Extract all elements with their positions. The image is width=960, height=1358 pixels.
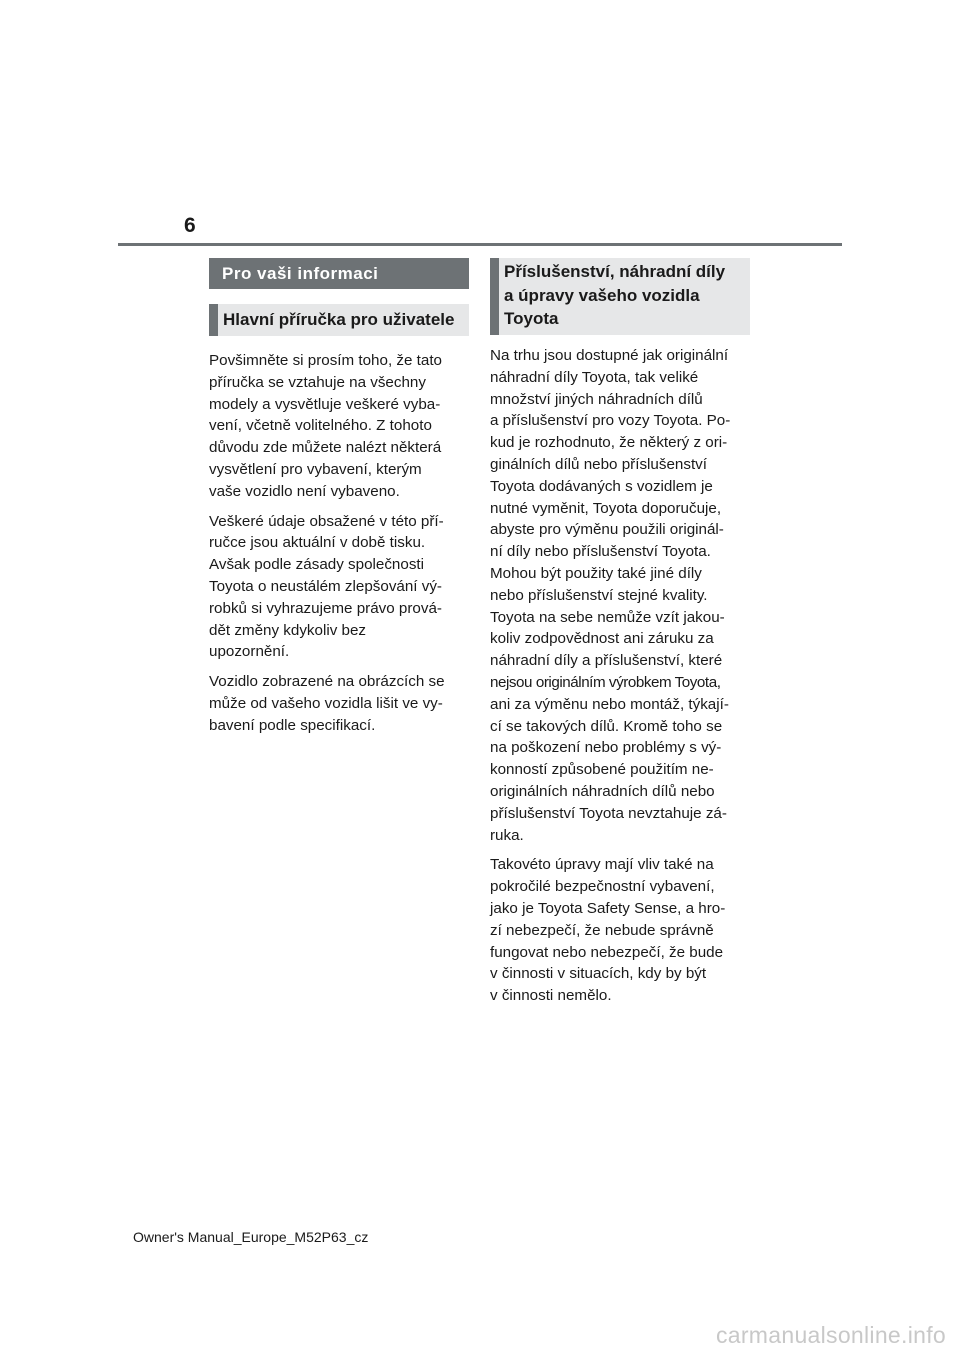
section-title: Pro vaši informaci [209, 258, 469, 289]
text-line: vaše vozidlo není vybaveno. [209, 482, 400, 500]
text-line: může od vašeho vozidla lišit ve vy- [209, 694, 443, 712]
text-line: abyste pro výměnu použili originál- [490, 521, 724, 539]
text-line: koliv zodpovědnost ani záruku za [490, 630, 714, 648]
text-line: Toyota dodávaných s vozidlem je [490, 477, 713, 495]
text-line: náhradní díly a příslušenství, které [490, 652, 723, 670]
text-line: bavení podle specifikací. [209, 716, 376, 734]
text-line: dět změny kdykoliv bez [209, 621, 367, 639]
text-line: ani za výměnu nebo montáž, týkají- [490, 695, 729, 713]
text-line: originálních náhradních dílů nebo [490, 782, 715, 800]
text-line: vysvětlení pro vybavení, kterým [209, 460, 422, 478]
left-column [209, 258, 469, 745]
text-line: cí se takových dílů. Kromě toho se [490, 717, 723, 735]
right-column [490, 258, 750, 1015]
text-line: upozornění. [209, 643, 290, 661]
text-line: modely a vysvětluje veškeré vyba- [209, 395, 441, 413]
subsection-title-accessories [490, 258, 750, 335]
paragraph [490, 854, 750, 1007]
text-line: důvodu zde můžete nalézt některá [209, 439, 442, 457]
footer-manual-id: Owner's Manual_Europe_M52P63_cz [133, 1229, 369, 1245]
text-line: robků si vyhrazujeme právo prová- [209, 599, 442, 617]
text-line: v činnosti nemělo. [490, 987, 612, 1005]
text-line: ručce jsou aktuální v době tisku. [209, 534, 426, 552]
text-line: Toyota na sebe nemůže vzít jakou- [490, 608, 725, 626]
paragraph [209, 511, 469, 664]
text-line: na poškození nebo problémy s vý- [490, 739, 722, 757]
text-line: příručka se vztahuje na všechny [209, 373, 426, 391]
text-line: zí nebezpečí, že nebude správně [490, 921, 714, 939]
text-line: Vozidlo zobrazené na obrázcích se [209, 673, 445, 691]
text-line: náhradní díly Toyota, tak veliké [490, 368, 699, 386]
text-line: vení, včetně volitelného. Z tohoto [209, 417, 432, 435]
text-line: Toyota o neustálém zlepšování vý- [209, 577, 442, 595]
text-line: jako je Toyota Safety Sense, a hro- [490, 899, 726, 917]
text-line: Avšak podle zásady společnosti [209, 556, 425, 574]
text-line: kud je rozhodnuto, že některý z ori- [490, 434, 728, 452]
text-line: nejsou originálním výrobkem Toyota, [490, 673, 721, 691]
paragraph [209, 350, 469, 503]
right-body [490, 345, 750, 1007]
text-line: Na trhu jsou dostupné jak originální [490, 347, 729, 364]
text-line: Veškeré údaje obsažené v této pří- [209, 512, 444, 530]
text-line: Takovéto úpravy mají vliv také na [490, 856, 714, 874]
subsection-title-line: a úpravy vašeho vozidla [504, 285, 700, 305]
text-line: nutné vyměnit, Toyota doporučuje, [490, 499, 722, 517]
text-line: ní díly nebo příslušenství Toyota. [490, 543, 711, 561]
text-line: a příslušenství pro vozy Toyota. Po- [490, 412, 731, 430]
text-line: Mohou být použity také jiné díly [490, 564, 702, 582]
text-line: Povšimněte si prosím toho, že tato [209, 352, 442, 369]
text-line: konností způsobené použitím ne- [490, 761, 714, 779]
header-rule [118, 243, 842, 246]
subsection-title-line: Příslušenství, náhradní díly [504, 262, 726, 281]
text-line: nebo příslušenství stejné kvality. [490, 586, 708, 604]
text-line: v činnosti v situacích, kdy by být [490, 965, 707, 983]
text-line: příslušenství Toyota nevztahuje zá- [490, 804, 727, 822]
text-line: ruka. [490, 826, 524, 844]
subsection-title-main-manual: Hlavní příručka pro uživatele [209, 304, 469, 336]
left-body [209, 350, 469, 737]
text-line: množství jiných náhradních dílů [490, 390, 703, 408]
text-line: ginálních dílů nebo příslušenství [490, 455, 707, 473]
page-number: 6 [184, 214, 196, 237]
text-line: fungovat nebo nebezpečí, že bude [490, 943, 724, 961]
paragraph [490, 345, 750, 846]
subsection-title-line: Toyota [504, 309, 559, 328]
watermark: carmanualsonline.info [715, 1322, 946, 1348]
text-line: pokročilé bezpečnostní vybavení, [490, 878, 715, 896]
paragraph [209, 671, 469, 736]
